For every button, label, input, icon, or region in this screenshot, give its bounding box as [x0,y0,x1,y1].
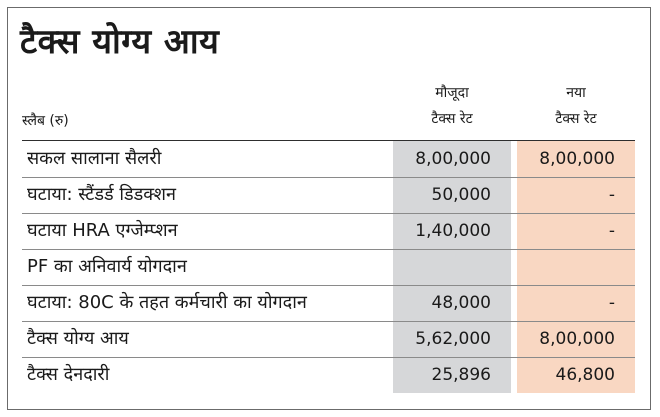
page-title: टैक्स योग्य आय [20,22,220,62]
current-rate-header-line1: मौजूदा [435,85,469,101]
table-row [22,177,635,213]
current-rate-value: 50,000 [431,185,491,205]
table-row [22,141,635,177]
new-rate-column-header [517,80,635,132]
row-label: टैक्स योग्य आय [27,328,129,349]
row-label: घटाया: 80C के तहत कर्मचारी का योगदान [27,292,307,313]
current-rate-value: 1,40,000 [415,221,491,241]
new-rate-value: 46,800 [555,365,615,385]
current-rate-value: 48,000 [431,293,491,313]
row-label: PF का अनिवार्य योगदान [27,256,187,277]
table-row [22,357,635,393]
row-label: घटाया: स्टैंडर्ड डिडक्शन [27,184,176,205]
row-label: सकल सालाना सैलरी [27,148,162,169]
new-rate-header-line2: टैक्स रेट [555,111,597,127]
new-rate-header-line1: नया [566,85,586,101]
slab-column-header: स्लैब (रु) [22,113,69,129]
row-label: घटाया HRA एग्जेम्प्शन [27,220,178,241]
current-rate-value: 8,00,000 [415,149,491,169]
row-label: टैक्स देनदारी [27,364,110,385]
current-rate-value: 5,62,000 [415,329,491,349]
new-rate-value: - [608,221,615,241]
table-row [22,321,635,357]
current-rate-header-line2: टैक्स रेट [431,111,473,127]
new-rate-value: 8,00,000 [539,149,615,169]
new-rate-value: 8,00,000 [539,329,615,349]
table-row [22,285,635,321]
new-rate-value: - [608,293,615,313]
table-row [22,213,635,249]
table-row [22,249,635,285]
current-rate-value: 25,896 [431,365,491,385]
new-rate-value: - [608,185,615,205]
current-rate-column-header [393,80,511,132]
